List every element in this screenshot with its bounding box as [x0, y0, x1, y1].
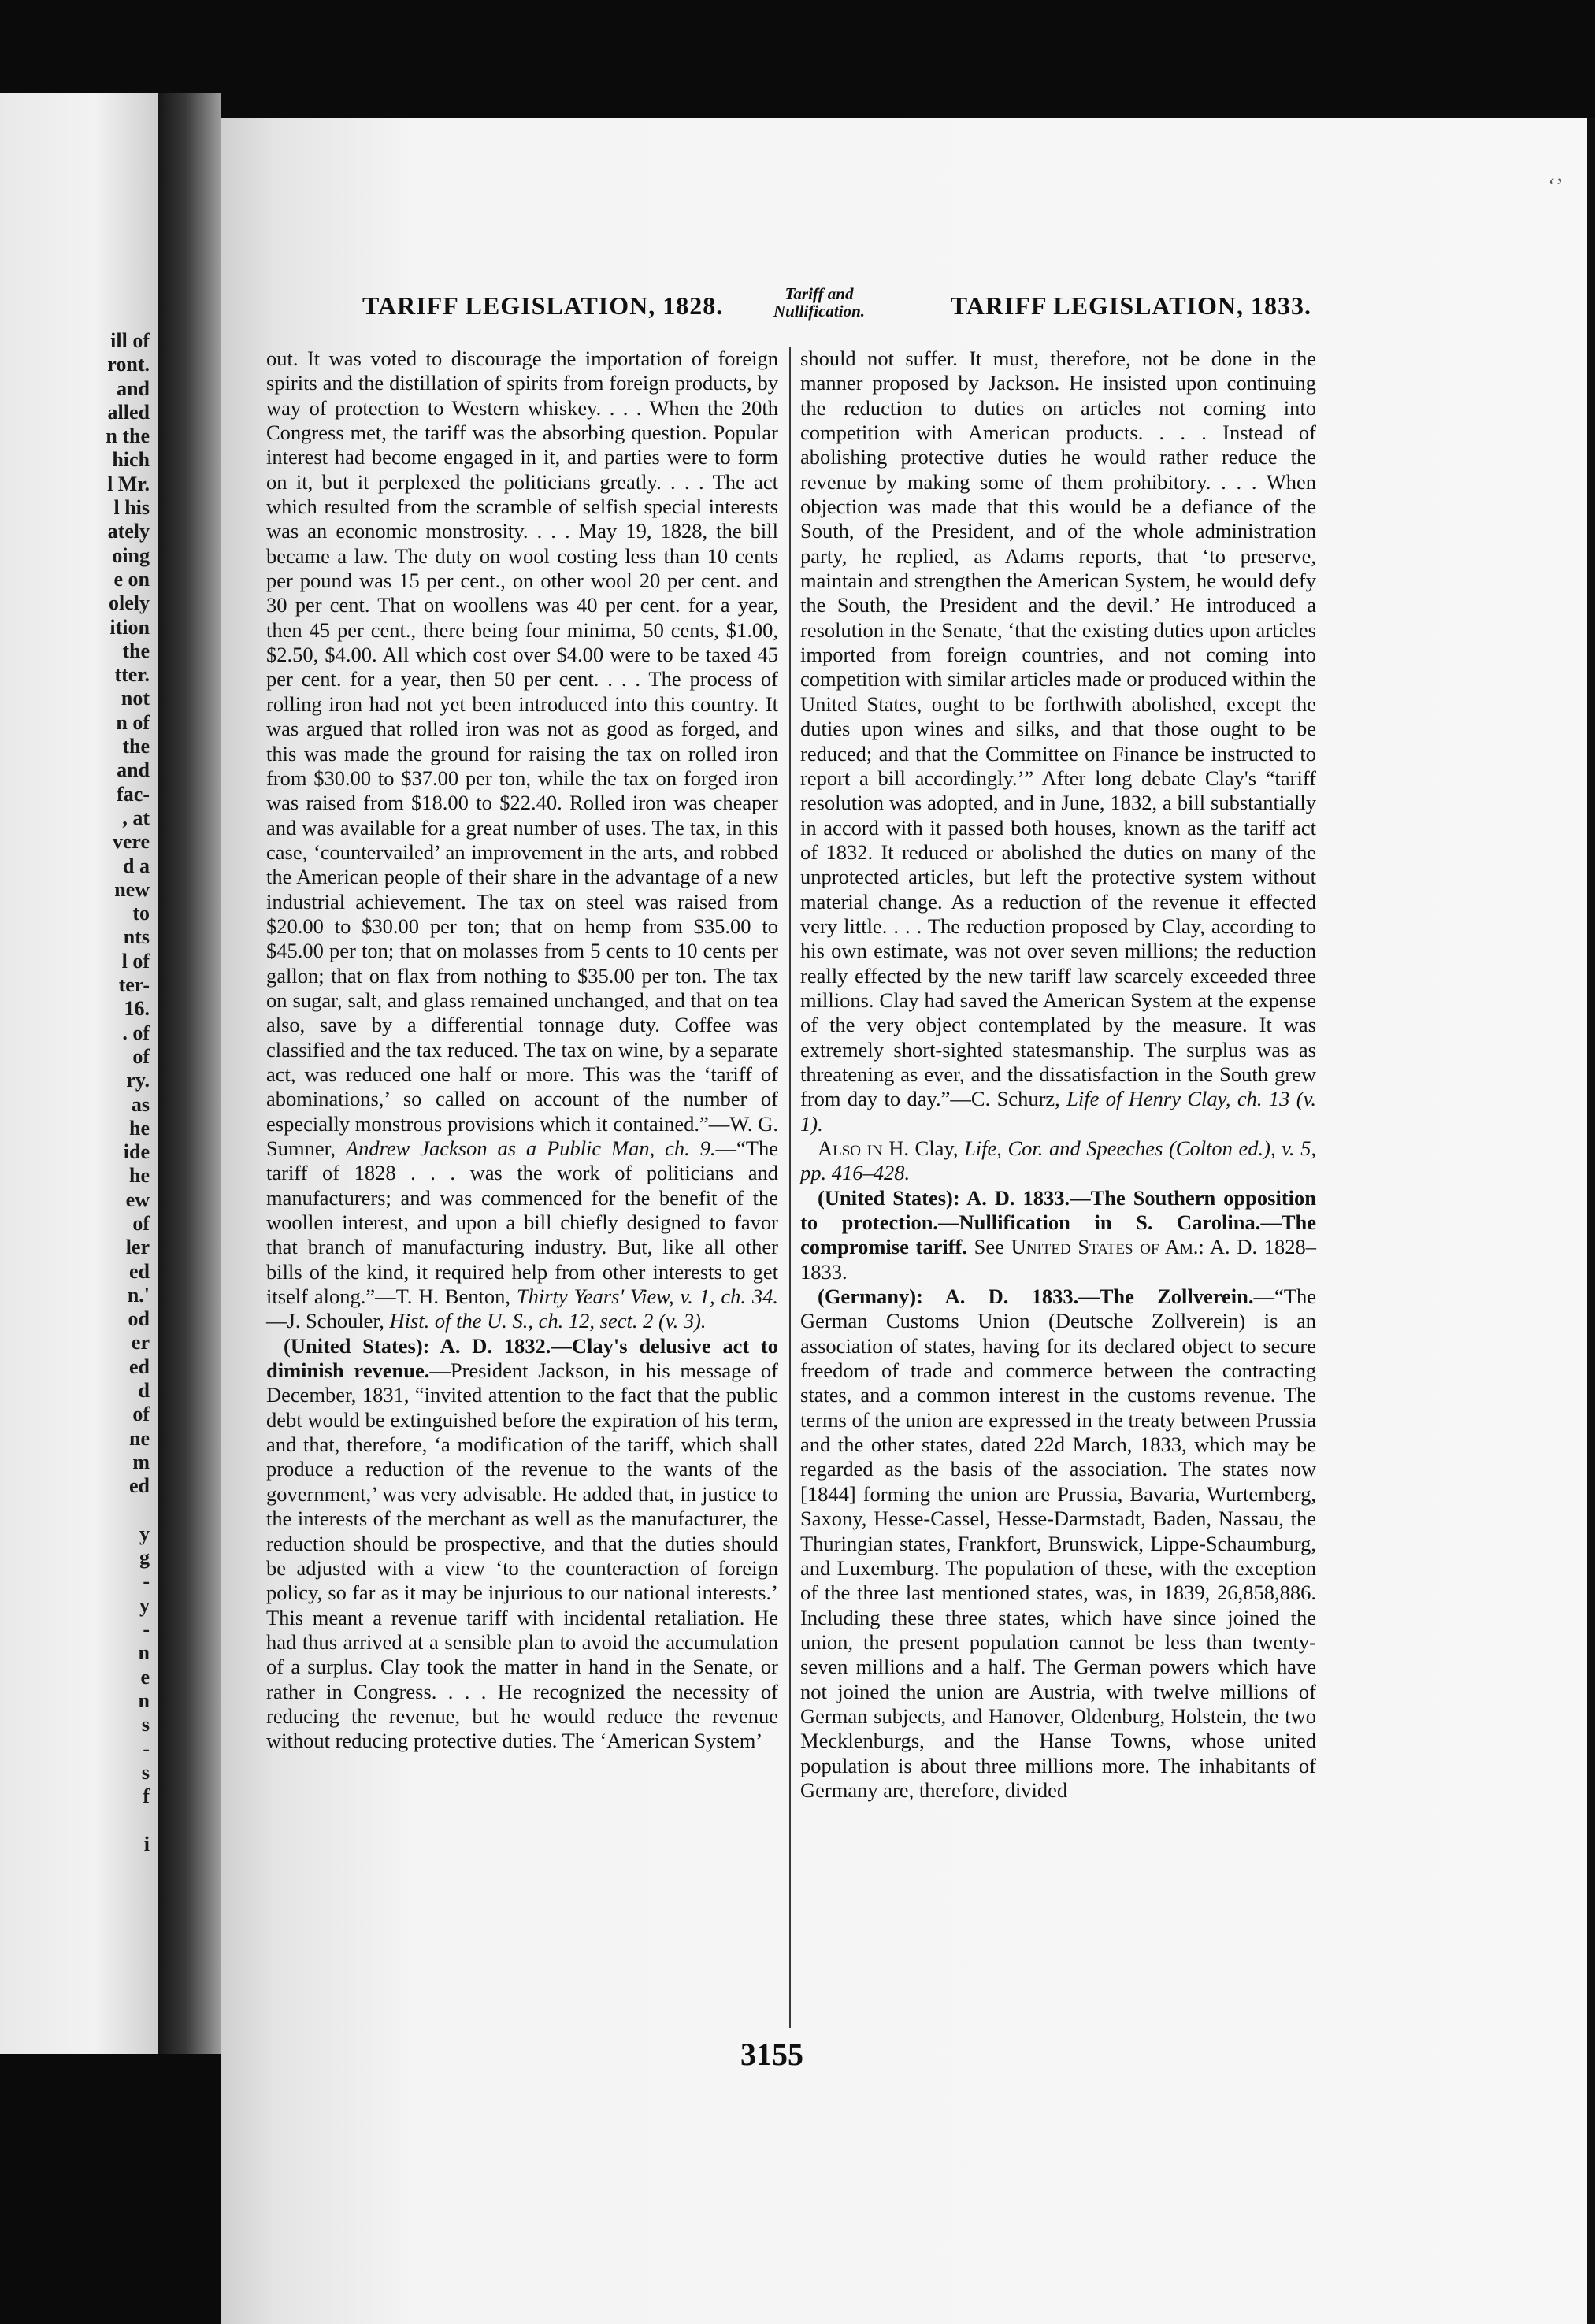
facing-page-fragment: ler	[125, 1236, 150, 1259]
facing-page-fragment: y	[139, 1522, 150, 1545]
facing-page-fragment: ter-	[118, 973, 150, 997]
facing-page-fragment: -	[143, 1618, 150, 1641]
left-column	[266, 347, 778, 1754]
citation: Life, Cor. and Speeches (Colton ed.), v. 5, pp. 416–428.	[800, 1136, 1316, 1185]
facing-page-fragment: d a	[123, 854, 150, 877]
facing-page-fragment: n	[138, 1641, 150, 1665]
entry-text: —J. Schouler,	[266, 1309, 384, 1333]
facing-page-fragment: ew	[125, 1188, 150, 1211]
facing-page-fragment: s	[141, 1760, 150, 1784]
facing-page-fragment	[0, 1499, 150, 1522]
running-head-center	[752, 285, 886, 320]
entry-heading: (United States): A. D. 1833.—The Southern opposition to protection.—Nullification in S. Carolina.—The compromise tariff.	[800, 1185, 1316, 1259]
facing-page-fragment: e	[140, 1665, 150, 1688]
entry-text: —President Jackson, in his message of December, 1831, “invited attention to the fact that the public debt would be extinguished before the expiration of his term, and that, therefore, ‘a modification of the tariff, which shall produce a reduction of the revenue to the wants of the government,’ was very advisable. He added that, in justice to the interests of the merchant as well as the manufacturer, the reduction should be prospective, and that the duties should be adjusted with a view ‘to the counteraction of foreign policy, so far as it may be injurious to our national interests.’ This meant a revenue tariff with incidental retaliation. He had thus arrived at a sensible plan to avoid the accumulation of a surplus. Clay took the matter in hand in the Senate, or rather in Congress. . . . He recognized the necessity of reducing the revenue, but he would reduce the revenue without reducing protective duties. The ‘American System’	[266, 1358, 778, 1753]
facing-page-fragment: vere	[112, 830, 150, 854]
facing-page-fragment: ne	[129, 1426, 150, 1450]
right-column	[800, 347, 1316, 1803]
facing-page-fragment: ed	[129, 1474, 150, 1498]
facing-page-fragment: n of	[116, 710, 150, 734]
also-in	[800, 1136, 1316, 1186]
entry-1828-continued	[266, 347, 778, 1334]
facing-page-fragment: ed	[129, 1355, 150, 1378]
book-gutter	[158, 93, 221, 2054]
facing-page-fragment: to	[132, 902, 150, 925]
facing-page-fragment: he	[129, 1164, 150, 1188]
facing-page-fragment: ront.	[107, 353, 150, 376]
facing-page-fragment: and	[117, 758, 150, 782]
facing-page-fragment: oing	[112, 543, 150, 567]
page-number: 3155	[740, 2037, 803, 2072]
facing-page-fragment: ry.	[126, 1069, 150, 1092]
facing-page-fragment: the	[122, 735, 150, 758]
entry-text: : A. D. 1828–1833.	[800, 1235, 1316, 1284]
facing-page-fragment: fac-	[117, 782, 150, 806]
facing-page-fragment: of	[132, 1044, 150, 1068]
facing-page-fragment: n	[138, 1688, 150, 1712]
cross-reference: United States of Am.	[1011, 1235, 1199, 1259]
facing-page-fragment: y	[139, 1593, 150, 1617]
page-edge-shadow	[1587, 118, 1595, 2324]
facing-page-fragment: new	[114, 877, 150, 901]
facing-page-fragment: ill of	[110, 329, 150, 352]
facing-page-fragment: ide	[123, 1140, 150, 1164]
facing-page-fragment	[0, 1880, 150, 1903]
facing-page-fragment: . of	[122, 1021, 150, 1044]
facing-page-fragment: n.'	[127, 1283, 150, 1307]
facing-page-fragment	[0, 1856, 150, 1880]
facing-page-fragment: he	[129, 1116, 150, 1140]
facing-page-fragment: e on	[113, 567, 150, 591]
facing-page-fragment: er	[131, 1331, 150, 1355]
facing-page-fragment: n the	[106, 424, 150, 448]
facing-page-fragment: the	[122, 639, 150, 662]
facing-page-fragment: l of	[121, 949, 150, 973]
running-head	[362, 285, 1311, 348]
facing-page-fragment: ition	[109, 615, 150, 639]
facing-page-fragment: 16.	[124, 997, 150, 1021]
facing-page-fragment: g	[139, 1546, 150, 1570]
entry-heading: (United States): A. D. 1832.	[284, 1333, 551, 1358]
facing-page-fragment: , at	[122, 806, 150, 829]
entry-1833-us	[800, 1186, 1316, 1284]
facing-page-fragment: not	[121, 687, 150, 710]
facing-page-fragment: nts	[123, 925, 150, 949]
facing-page-fragment: as	[131, 1092, 150, 1116]
facing-page-text-fragments	[0, 329, 150, 1904]
facing-page-fragment: m	[132, 1450, 150, 1473]
facing-page-fragment: s	[141, 1713, 150, 1737]
citation: Hist. of the U. S., ch. 12, sect. 2 (v. 3).	[389, 1309, 707, 1333]
facing-page-fragment: tter.	[114, 663, 150, 687]
facing-page-fragment: ately	[107, 520, 150, 543]
running-head-center-line1: Tariff and	[785, 284, 854, 303]
running-head-left: TARIFF LEGISLATION, 1828.	[362, 291, 724, 320]
facing-page-fragment: -	[143, 1570, 150, 1593]
entry-text: See	[967, 1235, 1011, 1259]
entry-text: —“The tariff of 1828 . . . was the work of politicians and manufacturers; and was commenced for the benefit of the woollen interest, and upon a bill chiefly designed to favor that branch of manufacturing industry. But, like all other bills of the kind, it required help from other interests to get itself along.”—T. H. Benton,	[266, 1136, 778, 1309]
entry-text: out. It was voted to discourage the importation of foreign spirits and the distillation of spirits from foreign products, by way of protection to Western whiskey. . . . When the 20th Congress met, the tariff was the absorbing question. Popular interest had become engaged in it, and parties were to form on it, but it perplexed the politicians greatly. . . . The act which resulted from the scramble of selfish special interests was an economic monstrosity. . . . May 19, 1828, the bill became a law. The duty on wool costing less than 10 cents per pound was 15 per cent., on other wool 20 per cent. and 30 per cent. That on woollens was 40 per cent. for a year, then 45 per cent., there being four minima, 50 cents, $1.00, $2.50, $4.00. All which cost over $4.00 were to be taxed 45 per cent. for a year, then 50 per cent. . . . The process of rolling iron had not yet been introduced into this country. It was argued that rolled iron was not as good as forged, and this was made the ground for raising the tax on rolled iron from $30.00 to $37.00 per ton, while the tax on forged iron was raised from $18.00 to $22.40. Rolled iron was cheaper and was available for a great number of uses. The tax, in this case, ‘countervailed’ an improvement in the arts, and robbed the American people of their share in the advantage of a new industrial achievement. The tax on steel was raised from $20.00 to $30.00 per ton; that on hemp from $35.00 to $45.00 per ton; that on molasses from 5 cents to 10 cents per gallon; that on flax from nothing to $35.00 per ton. The tax on sugar, salt, and glass remained unchanged, and that on tea also, save by a differential tonnage duty. Coffee was classified and the tax reduced. The tax on wine, by a separate act, was reduced one half or more. This was the ‘tariff of abominations,’ so called on account of the number of especially monstrous provisions which it contained.”—W. G. Sumner,	[266, 347, 778, 1160]
facing-page-fragment	[0, 1808, 150, 1832]
entry-1832-continued	[800, 347, 1316, 1136]
also-in-label: Also in	[818, 1136, 883, 1160]
citation: Life of Henry Clay, ch. 13 (v. 1).	[800, 1087, 1317, 1136]
entry-1833-germany	[800, 1284, 1316, 1803]
corner-mark: ‘’	[1548, 173, 1563, 199]
entry-text: should not suffer. It must, therefore, not be done in the manner proposed by Jackson. He insisted upon continuing the reduction to duties on articles not coming into competition with American products. . . . Instead of abolishing protective duties he would rather reduce the revenue by making some of them prohibitory. . . . When objection was made that this would be a defiance of the South, of the President, and of the whole administration party, he replied, as Adams reports, that ‘to preserve, maintain and strengthen the American System, he would defy the South, the President and the devil.’ He introduced a resolution in the Senate, ‘that the existing duties upon articles imported from foreign countries, and not coming into competition with similar articles made or produced within the United States, ought to be forthwith abolished, except the duties upon wines and silks, and that those ought to be reduced; and that the Committee on Finance be instructed to report a bill accordingly.’” After long debate Clay's “tariff resolution was adopted, and in June, 1832, a bill substantially in accord with it passed both houses, known as the tariff act of 1832. It reduced or abolished the duties on many of the unprotected articles, but left the protective system without material change. As a reduction of the revenue it effected very little. . . . The reduction proposed by Clay, according to his own estimate, was not over seven millions; the reduction really effected by the new tariff law scarcely exceeded three millions. Clay had saved the American System at the expense of the very object contemplated by the measure. It was extremely short-sighted statesmanship. The surplus was as threatening as ever, and the dissatisfaction in the South grew from day to day.”—C. Schurz,	[800, 347, 1316, 1111]
column-divider	[789, 347, 791, 2028]
facing-page-fragment: i	[143, 1832, 150, 1855]
facing-page-fragment: of	[132, 1403, 150, 1426]
entry-1832	[266, 1334, 778, 1754]
facing-page-fragment: f	[143, 1785, 150, 1808]
citation: Thirty Years' View, v. 1, ch. 34.	[516, 1284, 779, 1309]
facing-page-fragment: l Mr.	[107, 472, 150, 495]
running-head-center-line2: Nullification.	[773, 302, 866, 321]
entry-heading: (Germany): A. D. 1833.—The Zollverein.	[818, 1284, 1254, 1309]
facing-page-fragment: d	[138, 1379, 150, 1403]
entry-heading: —Clay's delusive act to diminish revenue.	[266, 1333, 779, 1383]
facing-page-fragment: and	[117, 376, 150, 400]
facing-page-fragment: olely	[109, 591, 150, 615]
facing-page-fragment: hich	[112, 448, 150, 472]
facing-page-fragment: -	[143, 1737, 150, 1760]
facing-page-fragment: of	[132, 1211, 150, 1235]
facing-page-fragment: od	[128, 1307, 150, 1331]
facing-page-fragment: ed	[129, 1259, 150, 1283]
facing-page-fragment: alled	[107, 400, 150, 424]
facing-page-fragment: l his	[113, 496, 150, 520]
also-in-text: H. Clay,	[882, 1136, 965, 1160]
entry-text: —“The German Customs Union (Deutsche Zollverein) is an association of states, having for its declared object to secure freedom of trade and commerce between the contracting states, and a common interest in the customs revenue. The terms of the union are expressed in the treaty between Prussia and the other states, dated 22d March, 1833, which may be regarded as the basis of the association. The states now [1844] forming the union are Prussia, Bavaria, Wurtemberg, Saxony, Hesse-Cassel, Hesse-Darmstadt, Baden, Nassau, the Thuringian states, Frankfort, Brunswick, Lippe-Schaumburg, and Luxemburg. The population of these, with the exception of the three last mentioned states, was, in 1839, 26,858,886. Including these three states, which have since joined the union, the present population cannot be less than twenty-seven millions and a half. The German powers which have not joined the union are Austria, with twelve millions of German subjects, and Hanover, Oldenburg, Holstein, the two Mecklenburgs, and the Hanse Towns, whose united population is about three millions more. The inhabitants of Germany are, therefore, divided	[800, 1284, 1316, 1802]
citation: Andrew Jackson as a Public Man, ch. 9.	[345, 1136, 716, 1160]
running-head-right: TARIFF LEGISLATION, 1833.	[950, 291, 1311, 320]
